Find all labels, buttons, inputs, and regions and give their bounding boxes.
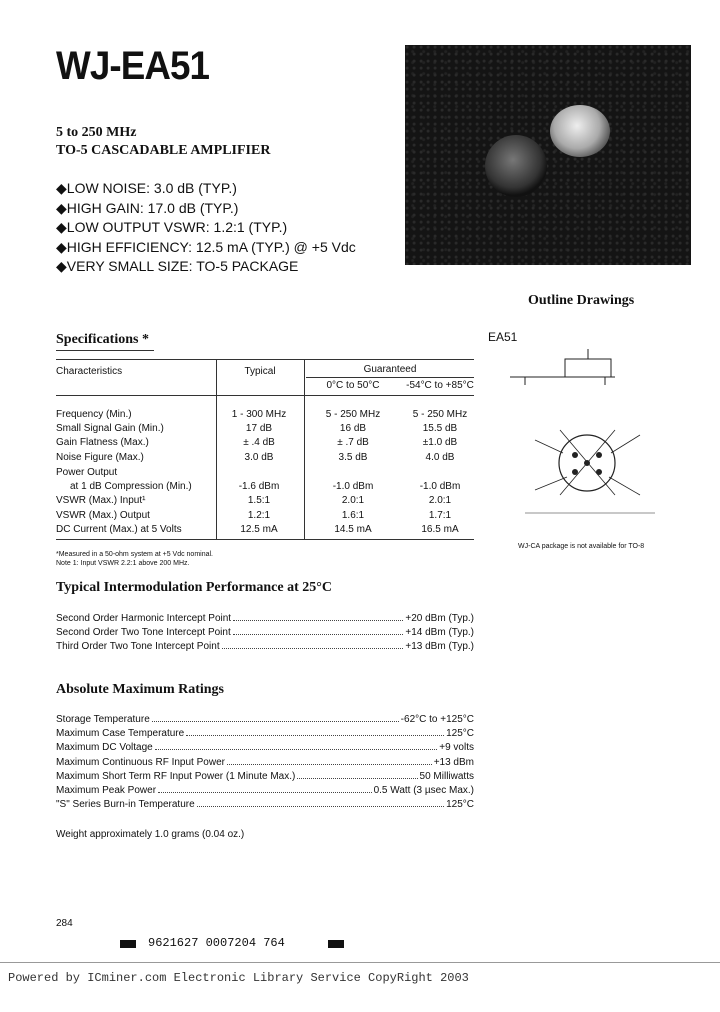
product-type: TO-5 CASCADABLE AMPLIFIER	[56, 143, 271, 158]
table-row: Frequency (Min.) 1 - 300 MHz 5 - 250 MHz 5 - 250 MHz	[56, 409, 468, 420]
intermod-heading: Typical Intermodulation Performance at 25°C	[56, 580, 332, 595]
table-row: DC Current (Max.) at 5 Volts 12.5 mA 14.5 mA 16.5 mA	[56, 524, 459, 535]
feature-item: ◆VERY SMALL SIZE: TO-5 PACKAGE	[56, 258, 299, 274]
barcode-block-icon	[328, 940, 344, 948]
table-row: VSWR (Max.) Output 1.2:1 1.6:1 1.7:1	[56, 510, 452, 521]
table-header-rule	[56, 395, 474, 396]
footnote: *Measured in a 50-ohm system at +5 Vdc nominal.	[56, 551, 213, 558]
list-item: Maximum Short Term RF Input Power (1 Minute Max.) 50 Milliwatts	[56, 771, 474, 782]
table-top-rule	[56, 359, 474, 360]
list-item: Maximum DC Voltage +9 volts	[56, 742, 474, 753]
frequency-range: 5 to 250 MHz	[56, 125, 137, 140]
list-item: Storage Temperature -62°C to +125°C	[56, 714, 474, 725]
list-item: Third Order Two Tone Intercept Point +13 dBm (Typ.)	[56, 641, 474, 652]
feature-item: ◆LOW NOISE: 3.0 dB (TYP.)	[56, 180, 237, 196]
col-guaranteed: Guaranteed	[363, 364, 417, 375]
feature-item: ◆HIGH EFFICIENCY: 12.5 mA (TYP.) @ +5 Vdc	[56, 239, 356, 255]
table-bottom-rule	[56, 539, 474, 540]
table-row: at 1 dB Compression (Min.) -1.6 dBm -1.0 dBm -1.0 dBm	[70, 481, 461, 492]
absmax-heading: Absolute Maximum Ratings	[56, 682, 225, 697]
table-row: VSWR (Max.) Input¹ 1.5:1 2.0:1 2.0:1	[56, 495, 452, 506]
col-characteristics: Characteristics	[56, 366, 123, 377]
specs-heading: Specifications *	[56, 332, 149, 347]
outline-model: EA51	[488, 330, 518, 344]
feature-item: ◆LOW OUTPUT VSWR: 1.2:1 (TYP.)	[56, 219, 288, 235]
footnote: Note 1: Input VSWR 2.2:1 above 200 MHz.	[56, 560, 190, 567]
to5-can-image	[485, 135, 547, 197]
product-photo	[405, 45, 691, 265]
barcode-block-icon	[120, 940, 136, 948]
list-item: Maximum Continuous RF Input Power +13 dBm	[56, 757, 474, 768]
col-typical: Typical	[244, 366, 276, 377]
page-number: 284	[56, 918, 73, 929]
product-title: WJ-EA51	[56, 44, 210, 88]
outline-heading: Outline Drawings	[528, 293, 635, 308]
table-row: Gain Flatness (Max.) ± .4 dB ± .7 dB ±1.0 dB	[56, 437, 458, 448]
outline-note: WJ-CA package is not available for TO-8	[518, 543, 645, 550]
list-item: Second Order Two Tone Intercept Point +14 dBm (Typ.)	[56, 627, 474, 638]
feature-item: ◆HIGH GAIN: 17.0 dB (TYP.)	[56, 200, 239, 216]
list-item: Maximum Peak Power 0.5 Watt (3 µsec Max.)	[56, 785, 474, 796]
col-temp-1: 0°C to 50°C	[326, 380, 380, 391]
list-item: Maximum Case Temperature 125°C	[56, 728, 474, 739]
table-row: Noise Figure (Max.) 3.0 dB 3.5 dB 4.0 dB	[56, 452, 455, 463]
table-row: Power Output	[56, 467, 118, 478]
outline-drawing	[505, 345, 685, 530]
list-item: "S" Series Burn-in Temperature 125°C	[56, 799, 474, 810]
table-row: Small Signal Gain (Min.) 17 dB 16 dB 15.5 dB	[56, 423, 458, 434]
footer-credit: Powered by ICminer.com Electronic Library Service CopyRight 2003	[0, 962, 720, 985]
table-rule	[306, 377, 474, 378]
to5-can-image	[550, 105, 610, 157]
barcode-number: 9621627 0007204 764	[148, 936, 285, 950]
list-item: Second Order Harmonic Intercept Point +20 dBm (Typ.)	[56, 613, 474, 624]
weight-note: Weight approximately 1.0 grams (0.04 oz.)	[56, 829, 245, 840]
col-temp-2: -54°C to +85°C	[406, 380, 474, 391]
